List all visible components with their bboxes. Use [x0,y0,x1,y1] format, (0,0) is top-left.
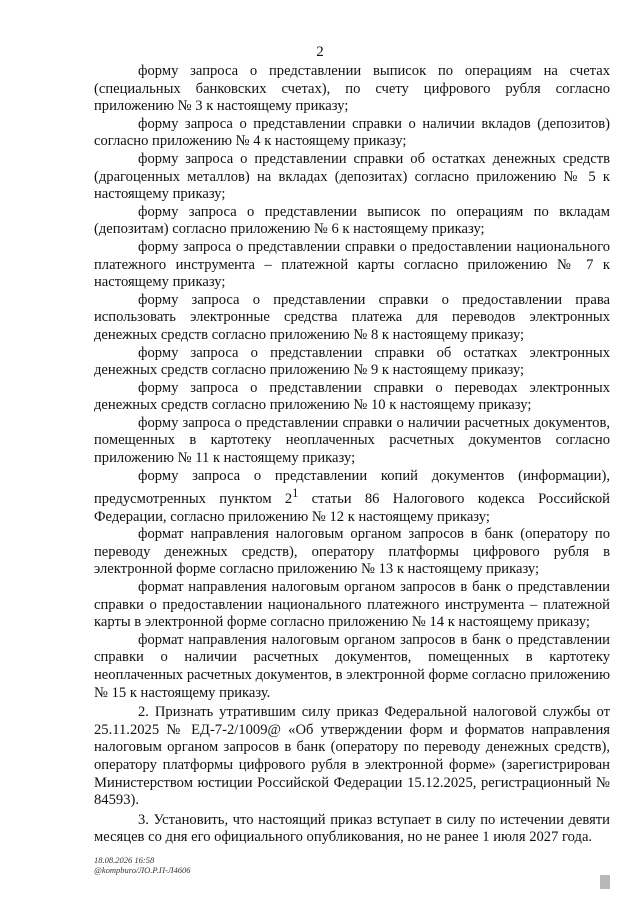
document-body [94,63,610,847]
paragraph-form-9: форму запроса о представлении справки об остатках электронных денежных средств согласно приложению № 9 к настоящему приказу; [94,344,610,379]
paragraph-form-8: форму запроса о представлении справки о предоставлении права использовать электронные средства платежа для переводов электронных денежных средств согласно приложению № 8 к настоящему приказу; [94,291,610,343]
paragraph-form-7: форму запроса о представлении справки о предоставлении национального платежного инструмента – платежной карты согласно приложению № 7 к настоящему приказу; [94,238,610,291]
footer-timestamp: 18.08.2026 16:58 [94,855,155,865]
paragraph-format-14: формат направления налоговым органом запросов в банк о представлении справки о предоставлении национального платежного инструмента – платежной карты в электронной форме согласно приложению № 14 к настоящему приказу; [94,579,610,631]
paragraph-form-12-text-b: статьи 86 Налогового кодекса Российской Федерации, согласно приложению № 12 к настоящему приказу; [94,491,610,525]
footer-doc-ref: @kompburo/ЛО.Р.П-Л4606 [94,865,191,875]
paragraph-form-3: форму запроса о представлении выписок по операциям на счетах (специальных банковских счетах), по счету цифрового рубля согласно приложению № 3 к настоящему приказу; [94,63,610,115]
paragraph-form-5: форму запроса о представлении справки об остатках денежных средств (драгоценных металлов) на вкладах (депозитах) согласно приложению № 5 к настоящему приказу; [94,150,610,203]
paragraph-form-12-text-a: форму запроса о представлении копий документов (информации), предусмотренных пунктом 2 [94,467,610,508]
paragraph-form-4: форму запроса о представлении справки о наличии вкладов (депозитов) согласно приложению № 4 к настоящему приказу; [94,115,610,150]
superscript-marker: 1 [292,486,299,501]
paragraph-form-10: форму запроса о представлении справки о переводах электронных денежных средств согласно приложению № 10 к настоящему приказу; [94,379,610,414]
scan-mark [600,875,610,889]
paragraph-item-3: 3. Установить, что настоящий приказ вступает в силу по истечении девяти месяцев со дня его официального опубликования, но не ранее 1 июля 2027 года. [94,811,610,846]
paragraph-format-13: формат направления налоговым органом запросов в банк (оператору по переводу денежных средств), оператору платформы цифрового рубля в электронной форме согласно приложению № 13 к настоящему приказу; [94,526,610,578]
paragraph-form-11: форму запроса о представлении справки о наличии расчетных документов, помещенных в картотеку неоплаченных расчетных документов согласно приложению № 11 к настоящему приказу; [94,414,610,467]
footer-stamp [94,855,191,875]
paragraph-item-2: 2. Признать утратившим силу приказ Федеральной налоговой службы от 25.11.2025 № ЕД-7-2/1009@ «Об утверждении форм и форматов направления налоговым органом запросов в банк (оператору по переводу денежных средств), оператору платформы цифрового рубля в электронной форме» (зарегистрирован Министерством юстиции Российской Федерации 15.12.2025, регистрационный № 84593). [94,704,610,809]
page-number: 2 [316,44,324,60]
paragraph-format-15: формат направления налоговым органом запросов в банк о представлении справки о наличии расчетных документов, помещенных в картотеку неоплаченных расчетных документов, в электронной форме согласно приложению № 15 к настоящему приказу. [94,631,610,701]
paragraph-form-6: форму запроса о представлении выписок по операциям по вкладам (депозитам) согласно приложению № 6 к настоящему приказу; [94,203,610,238]
paragraph-form-12 [94,468,610,527]
